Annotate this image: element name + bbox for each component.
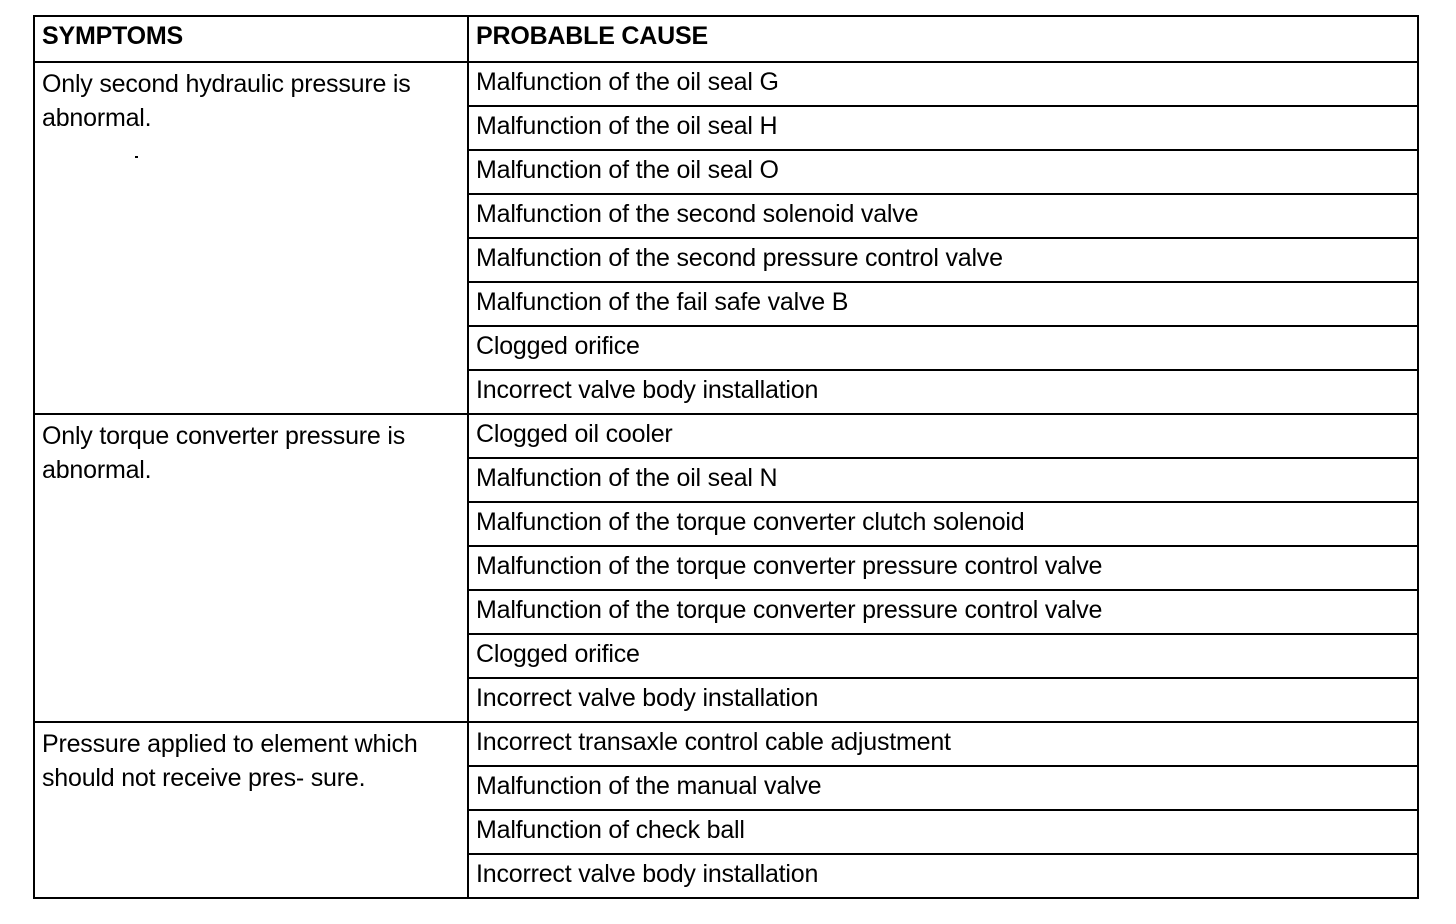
- cause-cell: Malfunction of the oil seal H: [468, 106, 1418, 150]
- cause-cell: Incorrect valve body installation: [468, 370, 1418, 414]
- cause-cell: Malfunction of the oil seal O: [468, 150, 1418, 194]
- cause-cell: Malfunction of check ball: [468, 810, 1418, 854]
- symptom-cell: Only torque converter pressure is abnormal.: [34, 414, 468, 722]
- table-row: [34, 414, 1418, 458]
- cause-cell: Malfunction of the torque converter clutch solenoid: [468, 502, 1418, 546]
- cause-cell: Incorrect valve body installation: [468, 678, 1418, 722]
- table-row: [34, 722, 1418, 766]
- cause-cell: Malfunction of the torque converter pressure control valve: [468, 590, 1418, 634]
- symptom-cell: Pressure applied to element which should not receive pres- sure.: [34, 722, 468, 898]
- cause-cell: Malfunction of the second solenoid valve: [468, 194, 1418, 238]
- symptom-cell: Only second hydraulic pressure is abnormal.: [34, 62, 468, 414]
- cause-cell: Malfunction of the manual valve: [468, 766, 1418, 810]
- header-probable-cause: PROBABLE CAUSE: [468, 16, 1418, 62]
- cause-cell: Malfunction of the torque converter pressure control valve: [468, 546, 1418, 590]
- cause-cell: Malfunction of the oil seal G: [468, 62, 1418, 106]
- cause-cell: Malfunction of the fail safe valve B: [468, 282, 1418, 326]
- troubleshooting-table: [33, 15, 1419, 899]
- header-symptoms: SYMPTOMS: [34, 16, 468, 62]
- cause-cell: Clogged oil cooler: [468, 414, 1418, 458]
- cause-cell: Incorrect valve body installation: [468, 854, 1418, 898]
- cause-cell: Clogged orifice: [468, 634, 1418, 678]
- header-row: [34, 16, 1418, 62]
- cause-cell: Malfunction of the second pressure control valve: [468, 238, 1418, 282]
- table-row: [34, 62, 1418, 106]
- cause-cell: Malfunction of the oil seal N: [468, 458, 1418, 502]
- cause-cell: Incorrect transaxle control cable adjustment: [468, 722, 1418, 766]
- cause-cell: Clogged orifice: [468, 326, 1418, 370]
- scan-speck: [135, 156, 138, 158]
